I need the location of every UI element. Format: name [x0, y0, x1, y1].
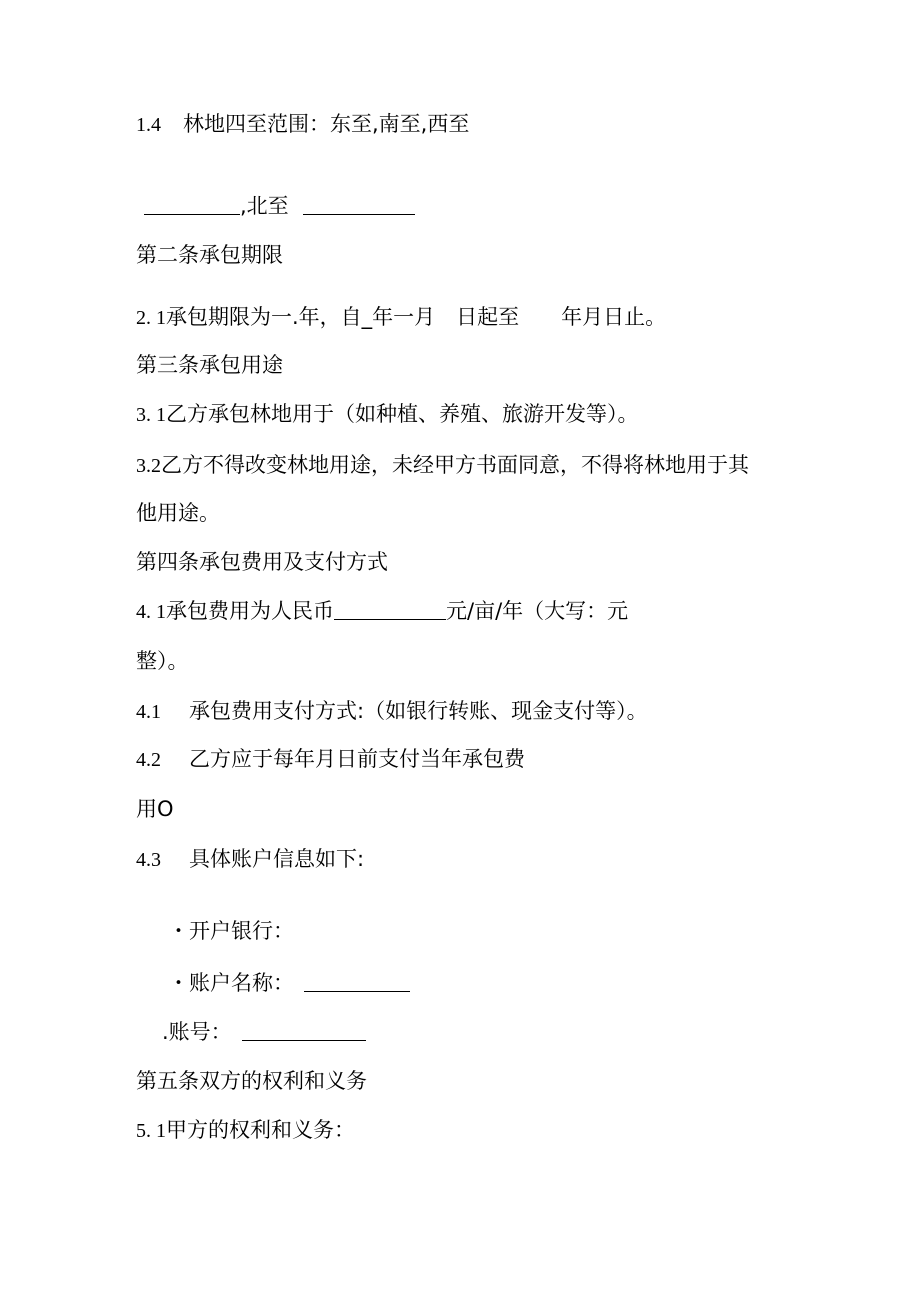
blank-north — [303, 192, 415, 215]
account-number-line — [162, 1018, 366, 1046]
clause-number: 4.2 — [136, 749, 161, 771]
article-5-heading: 第五条双方的权利和义务 — [136, 1069, 367, 1093]
clause-4-1-payment — [136, 697, 648, 726]
article-3-heading: 第三条承包用途 — [136, 353, 283, 377]
clause-text: 乙方应于每年月日前支付当年承包费 — [189, 747, 525, 771]
clause-text-post: 元/亩/年（大写：元 — [446, 599, 629, 623]
blank-west — [144, 192, 240, 215]
account-name-line — [168, 969, 410, 997]
clause-number: 2. 1 — [136, 307, 166, 329]
clause-1-4-continuation — [144, 192, 415, 220]
clause-text: 承包期限为一.年，自_年一月 日起至 年月日止。 — [166, 305, 667, 329]
clause-number: 1.4 — [136, 114, 161, 136]
clause-text: 林地四至范围：东至,南至,西至 — [183, 112, 470, 136]
north-label: ,北至 — [240, 194, 289, 218]
clause-number: 4.3 — [136, 849, 161, 871]
clause-number: 5. 1 — [136, 1120, 166, 1142]
bank-name-line — [168, 917, 294, 945]
clause-4-1-fee — [136, 597, 628, 626]
article-4-heading: 第四条承包费用及支付方式 — [136, 550, 388, 574]
clause-4-2-continuation: 用O — [136, 797, 174, 821]
clause-3-2-continuation: 他用途。 — [136, 501, 220, 525]
clause-text: 乙方不得改变林地用途，未经甲方书面同意，不得将林地用于其 — [161, 453, 749, 477]
clause-number: 4.1 — [136, 701, 161, 723]
account-number-label: .账号： — [162, 1020, 232, 1044]
clause-number: 3.2 — [136, 455, 161, 477]
clause-2-1 — [136, 303, 666, 332]
clause-number: 3. 1 — [136, 404, 166, 426]
clause-3-1 — [136, 400, 639, 429]
clause-text: 具体账户信息如下: — [189, 847, 365, 871]
article-2-heading: 第二条承包期限 — [136, 243, 283, 267]
clause-text-pre: 承包费用为人民币 — [166, 599, 334, 623]
clause-4-3 — [136, 845, 364, 874]
blank-fee-amount — [334, 597, 446, 620]
blank-account-number — [242, 1018, 366, 1041]
clause-4-1-fee-continuation: 整）。 — [136, 649, 189, 673]
clause-text: 甲方的权利和义务： — [166, 1118, 355, 1142]
clause-5-1 — [136, 1116, 355, 1145]
clause-4-2 — [136, 745, 525, 774]
clause-3-2 — [136, 451, 749, 480]
clause-1-4 — [136, 110, 469, 139]
blank-account-name — [304, 969, 410, 992]
account-name-label: ・账户名称： — [168, 971, 294, 995]
clause-text: 承包费用支付方式:（如银行转账、现金支付等）。 — [189, 699, 648, 723]
clause-number: 4. 1 — [136, 601, 166, 623]
clause-text: 乙方承包林地用于（如种植、养殖、旅游开发等）。 — [166, 402, 639, 426]
bank-label: ・开户银行： — [168, 919, 294, 943]
